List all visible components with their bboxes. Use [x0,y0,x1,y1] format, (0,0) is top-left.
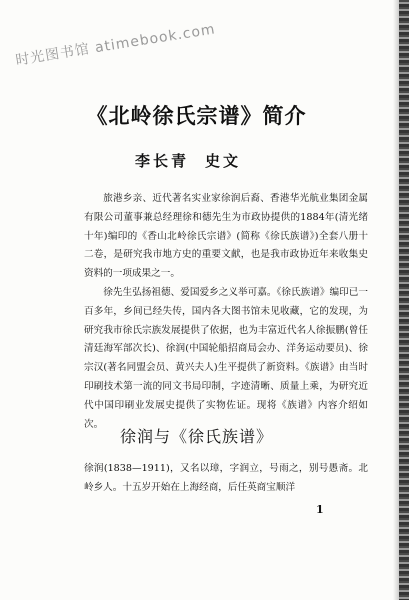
section-heading: 徐润与《徐氏族谱》 [119,427,273,446]
book-spine-edge [399,0,409,600]
watermark: 时光图书馆 atimebook.com [14,21,217,69]
author-name: 史文 [205,152,242,170]
intro-body [84,190,368,434]
article-authors [135,150,241,171]
section-body [84,460,368,498]
intro-paragraph: 徐先生弘扬祖德、爱国爱乡之义举可嘉。《徐氏族谱》编印已一百多年，乡间已经失传，国内各大图书馆未见收藏，它的发现，为研究我市徐氏宗族发展提供了依据，也为丰富近代名人徐振鹏(曾任清廷海军部次长)、徐润(中国轮船招商局会办、洋务运动要员)、徐宗汉(著名同盟会员、黄兴夫人)生平提供了新资料。《族谱》由当时印刷技术第一流的同文书局印制，字迹清晰、质量上乘，为研究近代中国印刷业发展史提供了实物佐证。现将《族谱》内容介绍如次。 [84,286,368,430]
page-number: 1 [316,503,324,516]
section-paragraph: 徐润(1838—1911)，又名以璋，字润立，号雨之，别号愚斋。北岭乡人。十五岁开始在上海经商，后任英商宝顺洋 [84,463,368,493]
article-title: 《北岭徐氏宗谱》简介 [86,104,307,128]
author-name: 李长青 [135,152,190,170]
intro-paragraph: 旅港乡亲、近代著名实业家徐润后裔、香港华光航业集团金属有限公司董事兼总经理徐和德先生为市政协提供的1884年(清光绪十年)编印的《香山北岭徐氏宗谱》(简称《徐氏族谱》)全套八册十二卷，是研究我市地方史的重要文献，也是我市政协近年来收集史资料的一项成果之一。 [84,193,368,280]
